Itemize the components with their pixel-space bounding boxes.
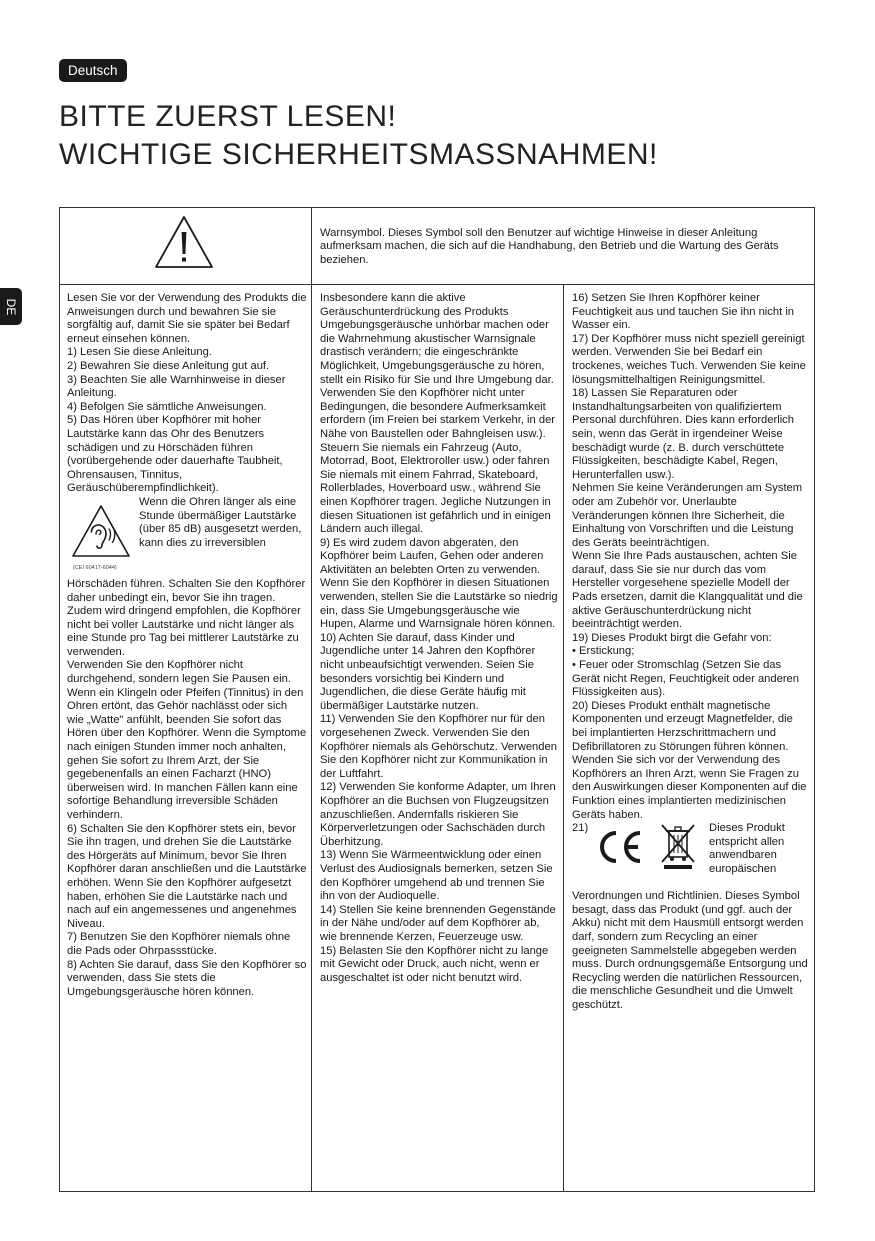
title-line-1: BITTE ZUERST LESEN! [59,100,397,133]
hearing-warning-block [67,496,307,578]
item-6: 6) Schalten Sie den Kopfhörer stets ein, bevor Sie ihn tragen, und drehen Sie die Lautstärke des Hörgeräts auf Minimum, bevor Sie Ihren Kopfhörer daran anschließen und die Lautstärke erhöhen. Wenn Sie den Kopfhörer aufgesetzt haben, erhöhen Sie die Lautstärke nach und nach auf ein angemessenes und angenehmes Niveau. [67,822,307,930]
item-10: 10) Achten Sie darauf, dass Kinder und Jugendliche unter 14 Jahren den Kopfhörer nicht unbeaufsichtigt verwenden. Seien Sie besonders vorsichtig bei Kindern und Jugendlichen, die diese Geräte häufig mit übermäßiger Lautstärke nutzen. [320,631,536,712]
item-1: 1) Lesen Sie diese Anleitung. [67,346,212,359]
item-4: 4) Befolgen Sie sämtliche Anweisungen. [67,400,267,413]
page-title [59,98,658,174]
column-2 [320,292,558,985]
language-badge: Deutsch [59,59,127,82]
ce-mark-icon [594,827,644,867]
item-7: 7) Benutzen Sie den Kopfhörer niemals ohne die Pads oder Ohrpassstücke. [67,931,291,957]
column-divider-2 [563,284,564,1192]
warning-description: Warnsymbol. Dieses Symbol soll den Benutzer auf wichtige Hinweise in dieser Anleitung aufmerksam machen, die sich auf die Handhabung, den Betrieb und die Wartung des Geräts beziehen. [320,227,779,266]
column-3 [572,292,809,1013]
item-16: 16) Setzen Sie Ihren Kopfhörer keiner Feuchtigkeit aus und tauchen Sie ihn nicht in Wasser ein. [572,292,795,332]
item-2: 2) Bewahren Sie diese Anleitung gut auf. [67,359,270,372]
column-divider-1 [311,207,312,1192]
item-5-tinnitus: Wenn ein Klingeln oder Pfeifen (Tinnitus) in den Ohren ertönt, das Gehör nachlässt oder sich wie „Watte" anfühlt, beenden Sie sofort das Hören über den Kopfhörer. Wenn die Symptome nach einigen Stunden immer noch anhalten, gehen Sie sofort zu Ihrem Arzt, der Sie gegebenenfalls an einen Facharzt (HNO) überweisen wird. In manchen Fällen kann eine sofortige Behandlung irreversible Schäden verhindern. [67,686,307,821]
noise-cancel-paragraph: Insbesondere kann die aktive Geräuschunterdrückung des Produkts Umgebungsgeräusche unhörbar machen oder die Wahrnehmung akustischer Warnsignale drastisch verändern; die eingeschränkte Möglichkeit, Umgebungsgeräusche zu hören, stellt ein Risiko für Sie und Ihre Umgebung dar. [320,292,554,386]
item-13: 13) Wenn Sie Wärmeentwicklung oder einen Verlust des Audiosignals bemerken, setzen Sie den Kopfhörer umgehend ab und trennen Sie ihn von der Audioquelle. [320,849,553,903]
item-19-bullet-2: • Feuer oder Stromschlag (Setzen Sie das Gerät nicht Regen, Feuchtigkeit oder anderen Flüssigkeiten aus). [572,659,799,699]
item-18-modifications: Nehmen Sie keine Veränderungen am System oder am Zubehör vor. Unerlaubte Veränderungen können Ihre Sicherheit, die Einhaltung von Vorschriften und die Leistung des Geräts beeinträchtigen. [572,482,803,549]
item-5-pauses: Verwenden Sie den Kopfhörer nicht durchgehend, sondern legen Sie Pausen ein. [67,659,291,686]
item-20: 20) Dieses Produkt enthält magnetische Komponenten und erzeugt Magnetfelder, die bei implantierten Herzschrittmachern und Defibrillatoren zu Störungen führen können. Wenden Sie sich vor der Verwendung des Kopfhörers an Ihren Arzt, wenn Sie Fragen zu den Auswirkungen dieser Komponenten auf die Funktion eines implantierten medizinischen Geräts haben. [572,699,807,821]
vehicle-paragraph: Steuern Sie niemals ein Fahrzeug (Auto, Motorrad, Boot, Elektroroller usw.) oder fahren Sie niemals mit einem Fahrrad, Skateboard, Rollerblades, Hoverboard usw., während Sie einen Kopfhörer tragen. Jegliche Nutzungen in diesen Situationen ist gefährlich und in einigen Ländern auch illegal. [320,441,551,536]
column-1 [67,292,307,999]
item-21-number: 21) [572,822,589,835]
item-12: 12) Verwenden Sie konforme Adapter, um Ihren Kopfhörer an die Buchsen von Flugzeugsitzen anzuschließen. Andernfalls riskieren Sie Körperverletzungen oder Sachschäden durch Überhitzung. [320,781,556,848]
item-21-continued: Verordnungen und Richtlinien. Dieses Symbol besagt, dass das Produkt (und ggf. auch der Akku) nicht mit dem Hausmüll entsorgt werden darf, sondern zum Recycling an einer geeigneten Sammelstelle abgegeben werden muss. Durch ordnungsgemäße Entsorgung und Recycling werden die natürlichen Ressourcen, die menschliche Gesundheit und die Umwelt geschützt. [572,890,808,1011]
compliance-symbols-block [572,822,809,890]
intro-text: Lesen Sie vor der Verwendung des Produkts die Anweisungen durch und bewahren Sie sie sorgfältig auf, damit Sie sie später bei Bedarf erneut einsehen können. [67,292,307,345]
item-19: 19) Dieses Produkt birgt die Gefahr von: [572,631,772,644]
item-5: 5) Das Hören über Kopfhörer mit hoher Lautstärke kann das Ohr des Benutzers schädigen und zu Hörschäden führen (vorübergehende oder dauerhafte Taubheit, Ohrensausen, Tinnitus, Geräuschüberempfindlichkeit). [67,414,283,495]
item-18-pads: Wenn Sie Ihre Pads austauschen, achten Sie darauf, dass Sie sie nur durch das vom Hersteller vorgesehene spezielle Modell der Pads ersetzen, damit die Klangqualität und die aktive Geräuschunterdrückung nicht beeinträchtigt werden. [572,550,803,631]
item-9: 9) Es wird zudem davon abgeraten, den Kopfhörer beim Laufen, Gehen oder anderen Aktivitäten an belebten Orten zu verwenden. Wenn Sie den Kopfhörer in diesen Situationen verwenden, stellen Sie die Lautstärke so niedrig ein, dass Sie Umgebungsgeräusche wie Hupen, Alarme und Warnsignale hören können. [320,536,558,631]
weee-crossed-bin-icon [658,822,698,870]
attention-paragraph: Verwenden Sie den Kopfhörer nicht unter Bedingungen, die besondere Aufmerksamkeit erfordern (im Freien bei starkem Verkehr, in der Nähe von Baustellen oder Bahngleisen usw.). [320,387,556,440]
item-15: 15) Belasten Sie den Kopfhörer nicht zu lange mit Gewicht oder Druck, auch nicht, wenn er ausgeschaltet ist oder nicht benutzt wird. [320,944,549,984]
side-language-tab [0,288,22,325]
warning-triangle-icon [153,214,215,270]
item-11: 11) Verwenden Sie den Kopfhörer nur für den vorgesehenen Zweck. Verwenden Sie den Kopfhörer niemals als Gehörschutz. Verwenden Sie den Kopfhörer nicht zur Kommunikation in der Luftfahrt. [320,713,557,780]
item-3: 3) Beachten Sie alle Warnhinweise in dieser Anleitung. [67,373,286,400]
hearing-damage-icon [69,500,133,564]
title-line-2: WICHTIGE SICHERHEITSMASSNAHMEN! [59,138,658,171]
side-tab-label: DE [4,298,18,316]
hearing-warning-text: Wenn die Ohren länger als eine Stunde übermäßiger Lautstärke (über 85 dB) ausgesetzt werden, kann dies zu irreversiblen [139,495,302,549]
item-21-text: Dieses Produkt entspricht allen anwendbaren europäischen [709,822,785,875]
item-14: 14) Stellen Sie keine brennenden Gegenstände in der Nähe und/oder auf dem Kopfhörer ab, wie brennende Kerzen, Feuerzeuge usw. [320,903,556,943]
table-row-divider [59,284,815,285]
hearing-icon-standard-label: (CEI 60417-6044) [73,564,117,571]
item-5-continued: Hörschäden führen. Schalten Sie den Kopfhörer daher unbedingt ein, bevor Sie ihn tragen. Zudem wird dringend empfohlen, die Kopfhörer nicht bei voller Lautstärke und nicht länger als eine Stunde pro Tag bei mittlerer Lautstärke zu verwenden. [67,577,306,658]
item-19-bullet-1: • Erstickung; [572,645,635,658]
item-17: 17) Der Kopfhörer muss nicht speziell gereinigt werden. Verwenden Sie bei Bedarf ein trockenes, weiches Tuch. Verwenden Sie keine lösungsmittelhaltigen Reinigungsmittel. [572,332,806,386]
item-18: 18) Lassen Sie Reparaturen oder Instandhaltungsarbeiten von qualifiziertem Personal durchführen. Dies kann erforderlich sein, wenn das Gerät in irgendeiner Weise beschädigt wurde (z. B. durch verschüttete Flüssigkeiten, beschädigte Kabel, Regen, Herunterfallen usw.). [572,387,795,481]
item-8: 8) Achten Sie darauf, dass Sie den Kopfhörer so verwenden, dass Sie stets die Umgebungsgeräusche hören können. [67,958,307,998]
